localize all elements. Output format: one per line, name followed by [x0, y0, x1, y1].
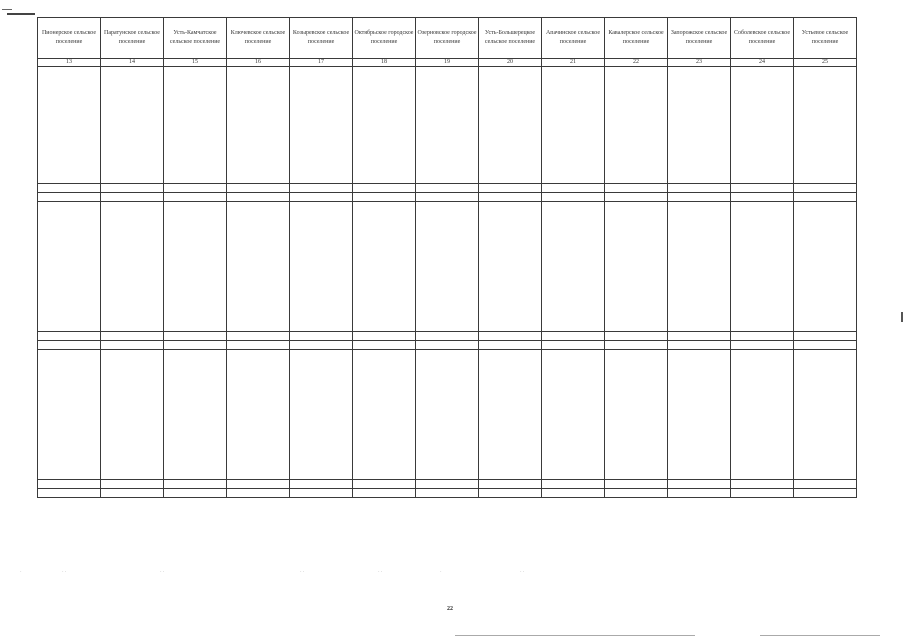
table-cell: [164, 350, 227, 480]
column-number: 24: [731, 59, 794, 67]
scan-artifact: [760, 635, 880, 636]
column-header: Апачинское сельское поселение: [542, 18, 605, 59]
table-cell: [416, 480, 479, 489]
table-cell: [164, 184, 227, 193]
table-cell: [668, 332, 731, 341]
table-cell: [101, 350, 164, 480]
column-number: 25: [794, 59, 857, 67]
table-cell: [38, 67, 101, 184]
column-header: Паратунское сельское поселение: [101, 18, 164, 59]
table-cell: [227, 332, 290, 341]
table-cell: [227, 489, 290, 498]
table-cell: [353, 67, 416, 184]
table-cell: [668, 193, 731, 202]
table-row: [38, 193, 857, 202]
table-cell: [668, 489, 731, 498]
table-row: [38, 184, 857, 193]
table-cell: [416, 341, 479, 350]
scan-artifact: [455, 635, 695, 636]
table-cell: [668, 67, 731, 184]
table-cell: [794, 480, 857, 489]
table-cell: [164, 67, 227, 184]
column-header: Озерновское городское поселение: [416, 18, 479, 59]
table-cell: [101, 193, 164, 202]
settlements-table: [37, 17, 857, 498]
table-cell: [794, 489, 857, 498]
table-cell: [101, 489, 164, 498]
table-cell: [290, 193, 353, 202]
table-cell: [605, 202, 668, 332]
table-cell: [101, 480, 164, 489]
table-cell: [416, 202, 479, 332]
table-cell: [605, 480, 668, 489]
table-cell: [164, 341, 227, 350]
table-cell: [353, 202, 416, 332]
table-cell: [164, 332, 227, 341]
table-cell: [605, 341, 668, 350]
table-cell: [353, 332, 416, 341]
table-cell: [101, 67, 164, 184]
column-header: Козыревское сельское поселение: [290, 18, 353, 59]
table-cell: [794, 184, 857, 193]
table-cell: [38, 184, 101, 193]
table-cell: [479, 184, 542, 193]
table-cell: [794, 202, 857, 332]
table-cell: [668, 184, 731, 193]
table-cell: [227, 184, 290, 193]
table-cell: [731, 193, 794, 202]
table-cell: [479, 350, 542, 480]
table-cell: [605, 489, 668, 498]
table-cell: [101, 184, 164, 193]
column-number: 21: [542, 59, 605, 67]
column-header: Запорожское сельское поселение: [668, 18, 731, 59]
table-cell: [479, 332, 542, 341]
table-cell: [416, 489, 479, 498]
column-number-row: [38, 59, 857, 67]
table-cell: [668, 202, 731, 332]
header-row: [38, 18, 857, 59]
table-cell: [542, 67, 605, 184]
table-cell: [668, 350, 731, 480]
column-number: 16: [227, 59, 290, 67]
page-number: 22: [447, 606, 453, 612]
table-cell: [227, 202, 290, 332]
table-cell: [794, 193, 857, 202]
table-cell: [668, 480, 731, 489]
column-header: Пионерское сельское поселение: [38, 18, 101, 59]
table-cell: [479, 489, 542, 498]
table-cell: [353, 350, 416, 480]
table-cell: [227, 193, 290, 202]
table-cell: [164, 202, 227, 332]
scan-artifact: [901, 312, 903, 322]
column-number: 19: [416, 59, 479, 67]
table-cell: [479, 193, 542, 202]
table-cell: [227, 67, 290, 184]
scan-noise: ·: [440, 570, 442, 575]
table-cell: [542, 202, 605, 332]
column-number: 23: [668, 59, 731, 67]
table-cell: [542, 489, 605, 498]
table-cell: [479, 480, 542, 489]
table-row: [38, 350, 857, 480]
column-number: 14: [101, 59, 164, 67]
scan-noise: · ·: [160, 570, 165, 575]
column-header: Усть-Камчатское сельское поселение: [164, 18, 227, 59]
table-cell: [731, 184, 794, 193]
table-cell: [353, 193, 416, 202]
table-cell: [101, 341, 164, 350]
table-cell: [479, 67, 542, 184]
table-cell: [542, 350, 605, 480]
table-cell: [542, 193, 605, 202]
column-number: 13: [38, 59, 101, 67]
table-cell: [542, 341, 605, 350]
table-cell: [416, 193, 479, 202]
column-header: Ключевское сельское поселение: [227, 18, 290, 59]
table-cell: [353, 341, 416, 350]
column-header: Усть-Большерецкое сельское поселение: [479, 18, 542, 59]
table-cell: [794, 67, 857, 184]
table-cell: [227, 341, 290, 350]
table-cell: [164, 193, 227, 202]
table-cell: [731, 202, 794, 332]
table-cell: [605, 193, 668, 202]
table-cell: [542, 332, 605, 341]
column-number: 22: [605, 59, 668, 67]
scan-artifact: [2, 9, 12, 10]
table-cell: [353, 184, 416, 193]
table-cell: [605, 350, 668, 480]
column-header: Кавалерское сельское поселение: [605, 18, 668, 59]
table-cell: [416, 184, 479, 193]
table-cell: [731, 67, 794, 184]
table-cell: [38, 489, 101, 498]
table-cell: [416, 350, 479, 480]
scan-noise: · ·: [62, 570, 67, 575]
table-cell: [731, 489, 794, 498]
table-row: [38, 489, 857, 498]
table-row: [38, 202, 857, 332]
table-cell: [38, 193, 101, 202]
table-cell: [542, 184, 605, 193]
table-cell: [290, 341, 353, 350]
table-cell: [38, 341, 101, 350]
scan-noise: · ·: [300, 570, 305, 575]
scan-artifact: [7, 13, 35, 15]
table-cell: [605, 184, 668, 193]
table-cell: [101, 202, 164, 332]
table-cell: [290, 350, 353, 480]
table-cell: [731, 332, 794, 341]
table-cell: [38, 350, 101, 480]
scan-noise: ·: [20, 570, 22, 575]
table-cell: [353, 489, 416, 498]
column-header: Октябрьское городское поселение: [353, 18, 416, 59]
table-cell: [479, 202, 542, 332]
table-cell: [164, 480, 227, 489]
table-cell: [38, 480, 101, 489]
table-cell: [290, 184, 353, 193]
table-cell: [227, 480, 290, 489]
table-cell: [731, 480, 794, 489]
table-cell: [794, 341, 857, 350]
table-cell: [290, 332, 353, 341]
column-number: 17: [290, 59, 353, 67]
column-number: 15: [164, 59, 227, 67]
table-cell: [731, 341, 794, 350]
column-header: Соболевское сельское поселение: [731, 18, 794, 59]
scan-noise: · ·: [378, 570, 383, 575]
table-cell: [164, 489, 227, 498]
table-cell: [542, 480, 605, 489]
table-cell: [290, 489, 353, 498]
column-number: 18: [353, 59, 416, 67]
table-cell: [794, 350, 857, 480]
table-cell: [290, 480, 353, 489]
table-row: [38, 341, 857, 350]
table-cell: [101, 332, 164, 341]
table-row: [38, 332, 857, 341]
table-cell: [353, 480, 416, 489]
column-number: 20: [479, 59, 542, 67]
column-header: Устьевое сельское поселение: [794, 18, 857, 59]
table-cell: [731, 350, 794, 480]
table-cell: [290, 67, 353, 184]
table-cell: [668, 341, 731, 350]
scan-noise: · ·: [520, 570, 525, 575]
table-cell: [416, 332, 479, 341]
table-cell: [38, 202, 101, 332]
table-cell: [479, 341, 542, 350]
table-cell: [38, 332, 101, 341]
table-cell: [290, 202, 353, 332]
table-cell: [794, 332, 857, 341]
table-cell: [605, 332, 668, 341]
table-cell: [416, 67, 479, 184]
table-row: [38, 67, 857, 184]
table-cell: [227, 350, 290, 480]
table-cell: [605, 67, 668, 184]
table-row: [38, 480, 857, 489]
